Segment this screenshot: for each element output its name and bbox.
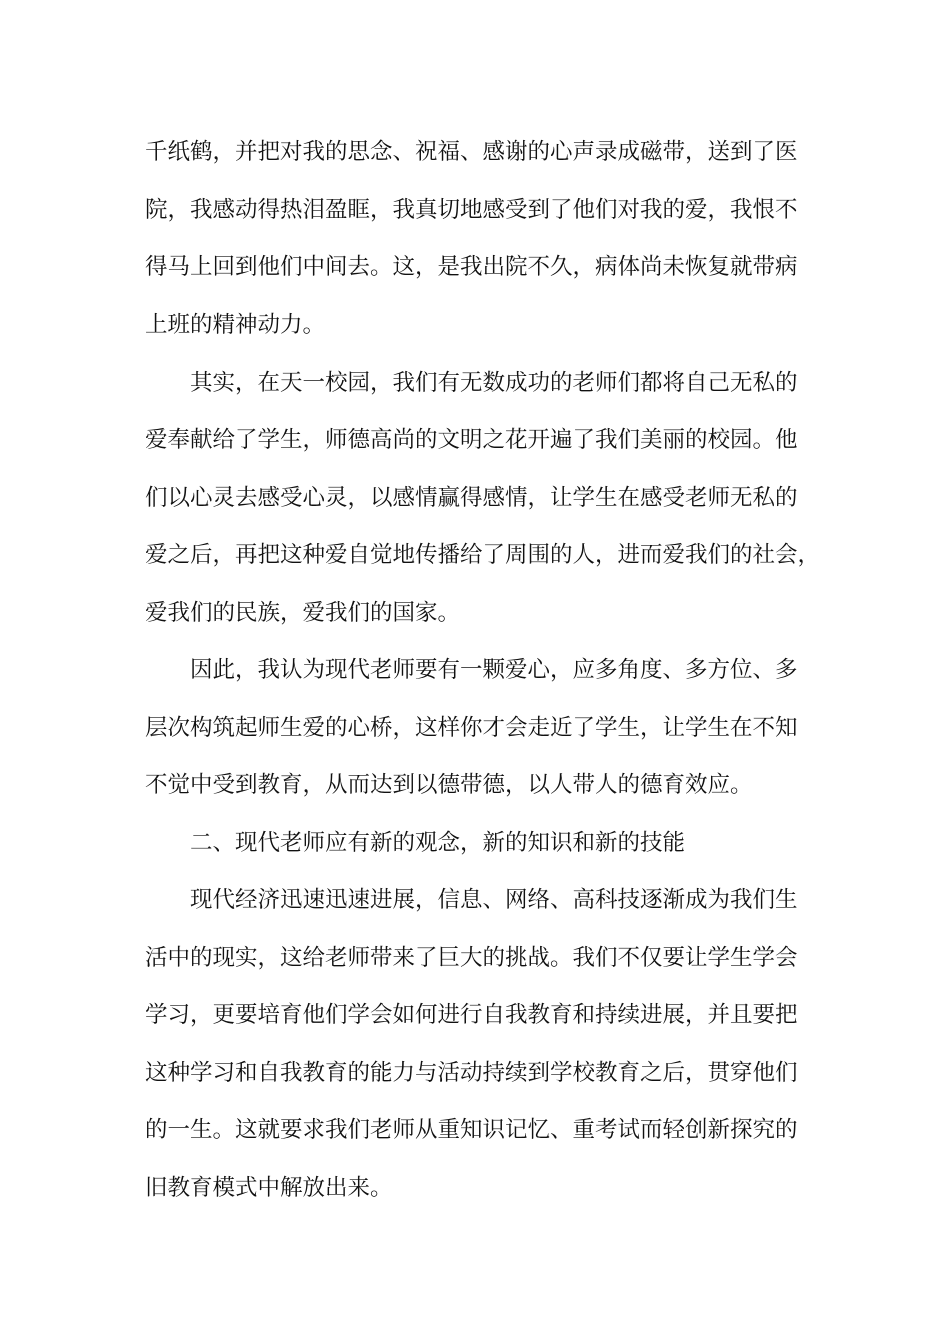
text-line: 层次构筑起师生爱的心桥，这样你才会走近了学生，让学生在不知 [145, 715, 798, 741]
text-line: 的一生。这就要求我们老师从重知识记忆、重考试而轻创新探究的 [145, 1117, 798, 1143]
text-line: 学习，更要培育他们学会如何进行自我教育和持续进展，并且要把 [145, 1002, 798, 1028]
text-line: 院，我感动得热泪盈眶，我真切地感受到了他们对我的爱，我恨不 [145, 197, 798, 223]
text-line: 们以心灵去感受心灵，以感情赢得感情，让学生在感受老师无私的 [145, 485, 798, 511]
text-line: 爱奉献给了学生，师德高尚的文明之花开遍了我们美丽的校园。他 [145, 427, 798, 453]
text-line: 得马上回到他们中间去。这，是我出院不久，病体尚未恢复就带病 [145, 254, 798, 280]
text-line: 爱之后，再把这种爱自觉地传播给了周围的人，进而爱我们的社会， [145, 542, 821, 568]
section-heading: 二、现代老师应有新的观念，新的知识和新的技能 [190, 830, 686, 856]
text-line: 上班的精神动力。 [145, 312, 326, 338]
paragraph-first-line: 现代经济迅速迅速进展，信息、网络、高科技逐渐成为我们生 [190, 887, 798, 913]
text-line: 活中的现实，这给老师带来了巨大的挑战。我们不仅要让学生学会 [145, 945, 798, 971]
text-line: 不觉中受到教育，从而达到以德带德，以人带人的德育效应。 [145, 772, 753, 798]
text-line: 这种学习和自我教育的能力与活动持续到学校教育之后，贯穿他们 [145, 1060, 798, 1086]
paragraph-first-line: 因此，我认为现代老师要有一颗爱心，应多角度、多方位、多 [190, 657, 798, 683]
text-line: 爱我们的民族，爱我们的国家。 [145, 600, 461, 626]
paragraph-first-line: 其实，在天一校园，我们有无数成功的老师们都将自己无私的 [190, 370, 798, 396]
text-line: 千纸鹤，并把对我的思念、祝福、感谢的心声录成磁带，送到了医 [145, 139, 798, 165]
text-line: 旧教育模式中解放出来。 [145, 1175, 393, 1201]
